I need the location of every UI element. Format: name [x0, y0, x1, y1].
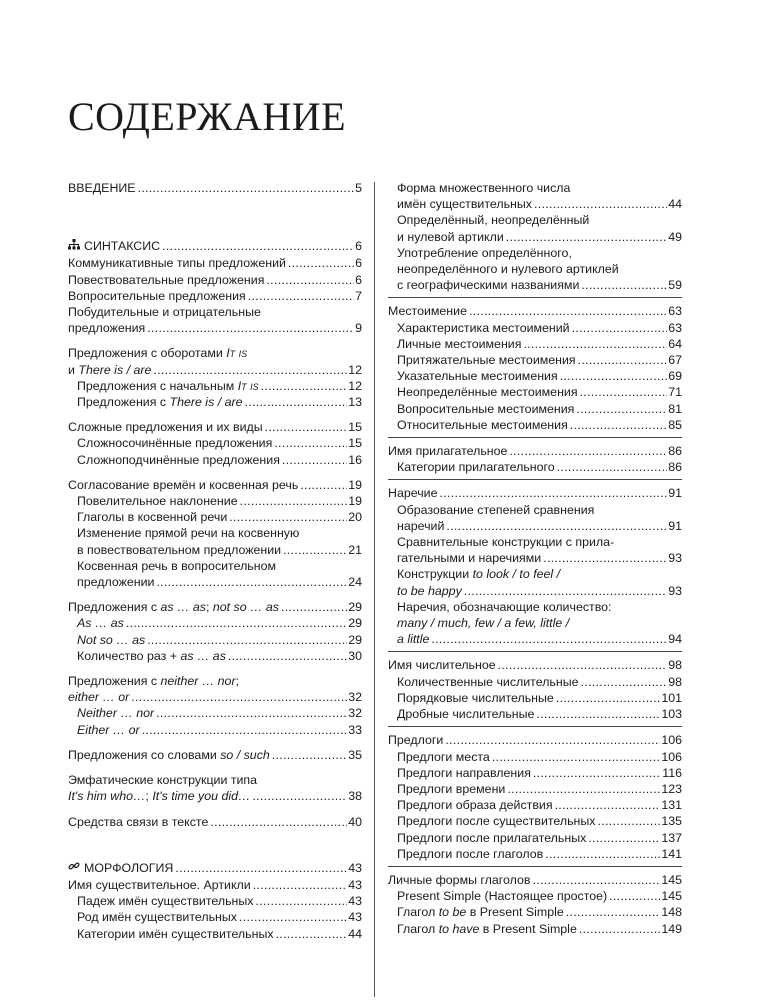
toc-entry[interactable]: Предлоги после глаголов ..... 141 — [388, 846, 682, 862]
toc-entry[interactable]: Количество раз + as … as ..... 30 — [68, 648, 362, 664]
toc-left-column — [68, 180, 362, 942]
toc-entry-line: неопределённого и нулевого артиклей — [397, 262, 619, 277]
toc-entry-line: many / much, few / a few, little / — [397, 616, 570, 631]
toc-entry[interactable]: Наречие ..... 91 — [388, 485, 682, 501]
toc-entry[interactable]: Порядковые числительные ..... 101 — [388, 690, 682, 706]
toc-entry[interactable]: Предложения с There is / are ..... 13 — [68, 394, 362, 410]
toc-entry[interactable]: Вопросительные предложения ..... 7 — [68, 288, 362, 304]
toc-section-neither — [68, 673, 362, 738]
toc-entry[interactable]: Местоимение ..... 63 — [388, 303, 682, 319]
toc-section-cohesion — [68, 814, 362, 830]
toc-entry[interactable]: Either … or ..... 33 — [68, 722, 362, 738]
toc-entry-line: Наречия, обозначающие количество: — [397, 599, 612, 614]
column-divider — [374, 182, 375, 997]
toc-entry[interactable]: Категории прилагательного ..... 86 — [388, 459, 682, 475]
toc-section-so-such — [68, 747, 362, 763]
toc-entry-morphology[interactable]: МОРФОЛОГИЯ ..... 43 — [68, 860, 362, 877]
toc-group-adjective — [388, 443, 682, 480]
toc-entry[interactable]: предложения ..... 9 — [68, 320, 362, 336]
toc-entry[interactable]: Дробные числительные ..... 103 — [388, 706, 682, 722]
toc-entry[interactable]: Род имён существительных ..... 43 — [68, 909, 362, 925]
toc-entry[interactable]: гательными и наречиями ..... 93 — [388, 550, 682, 566]
toc-group-pronoun — [388, 303, 682, 438]
toc-entry[interactable]: Предложения с начальным It is ..... 12 — [68, 378, 362, 394]
toc-entry-line: Косвенная речь в вопросительном — [77, 558, 277, 573]
toc-entry[interactable]: с географическими названиями ..... 59 — [388, 277, 682, 293]
toc-entry[interactable]: Средства связи в тексте ..... 40 — [68, 814, 362, 830]
toc-entry[interactable]: Неопределённые местоимения ..... 71 — [388, 384, 682, 400]
toc-entry[interactable]: Повелительное наклонение ..... 19 — [68, 493, 362, 509]
toc-group-articles — [388, 180, 682, 298]
toc-group-preposition — [388, 732, 682, 867]
toc-entry[interactable]: Предлоги места ..... 106 — [388, 749, 682, 765]
toc-entry[interactable]: As … as ..... 29 — [68, 615, 362, 631]
sitemap-icon — [68, 239, 80, 255]
toc-entry-line: Форма множественного числа — [397, 181, 571, 195]
toc-entry[interactable]: Предлоги направления ..... 116 — [388, 765, 682, 781]
toc-entry[interactable]: to be happy ..... 93 — [388, 583, 682, 599]
toc-entry[interactable]: Предлоги после прилагательных ..... 137 — [388, 830, 682, 846]
toc-entry[interactable]: Категории имён существительных ..... 44 — [68, 926, 362, 942]
toc-entry[interactable]: It's him who…; It's time you did… ..... 38 — [68, 788, 362, 804]
toc-entry-line: Изменение прямой речи на косвенную — [77, 526, 300, 541]
toc-entry[interactable]: Сложные предложения и их виды ..... 15 — [68, 419, 362, 435]
toc-entry[interactable]: Указательные местоимения ..... 69 — [388, 368, 682, 384]
toc-entry[interactable]: имён существительных ..... 44 — [388, 196, 682, 212]
toc-entry[interactable]: Личные местоимения ..... 64 — [388, 336, 682, 352]
toc-entry-line: Предложения с оборотами It is — [68, 346, 248, 361]
toc-section-as-as — [68, 599, 362, 664]
page-title: СОДЕРЖАНИЕ — [68, 94, 347, 139]
toc-entry[interactable]: и There is / are ..... 12 — [68, 362, 362, 378]
toc-entry[interactable]: Падеж имён существительных ..... 43 — [68, 893, 362, 909]
toc-entry[interactable]: Количественные числительные ..... 98 — [388, 674, 682, 690]
toc-entry[interactable]: Имя числительное ..... 98 — [388, 657, 682, 673]
toc-entry[interactable]: a little ..... 94 — [388, 631, 682, 647]
toc-entry[interactable]: Предлоги ..... 106 — [388, 732, 682, 748]
toc-section-morphology — [68, 860, 362, 942]
toc-entry[interactable]: Not so … as ..... 29 — [68, 632, 362, 648]
toc-entry[interactable]: в повествовательном предложении ..... 21 — [68, 542, 362, 558]
toc-entry[interactable]: Предложения со словами so / such ..... 35 — [68, 747, 362, 763]
toc-entry[interactable]: Характеристика местоимений ..... 63 — [388, 320, 682, 336]
toc-entry-line: Употребление определённого, — [397, 245, 572, 260]
toc-group-numeral — [388, 657, 682, 727]
toc-group-verbs — [388, 872, 682, 941]
toc-entry[interactable]: Глагол to have в Present Simple ..... 149 — [388, 921, 682, 937]
toc-entry[interactable]: Сложноподчинённые предложения ..... 16 — [68, 452, 362, 468]
toc-entry[interactable]: Предлоги времени ..... 123 — [388, 781, 682, 797]
link-icon — [68, 860, 80, 877]
toc-entry[interactable]: Повествовательные предложения ..... 6 — [68, 272, 362, 288]
toc-entry[interactable]: Имя существительное. Артикли ..... 43 — [68, 877, 362, 893]
toc-section-emphatic — [68, 772, 362, 804]
toc-entry[interactable]: Present Simple (Настоящее простое) ..... 145 — [388, 888, 682, 904]
toc-entry[interactable]: Глаголы в косвенной речи ..... 20 — [68, 509, 362, 525]
toc-section-complex — [68, 419, 362, 468]
toc-entry[interactable]: Предлоги после существительных ..... 135 — [388, 813, 682, 829]
toc-entry[interactable]: Притяжательные местоимения ..... 67 — [388, 352, 682, 368]
toc-entry[interactable]: Коммуникативные типы предложений ..... 6 — [68, 255, 362, 271]
toc-entry[interactable]: Согласование времён и косвенная речь ..... 19 — [68, 477, 362, 493]
toc-entry[interactable]: Имя прилагательное ..... 86 — [388, 443, 682, 459]
toc-group-adverb — [388, 485, 682, 652]
toc-entry[interactable]: Neither … nor ..... 32 — [68, 705, 362, 721]
toc-entry[interactable]: Глагол to be в Present Simple ..... 148 — [388, 904, 682, 920]
toc-right-column — [388, 180, 682, 946]
toc-entry-line: Образование степеней сравнения — [397, 502, 595, 517]
toc-entry[interactable]: Предлоги образа действия ..... 131 — [388, 797, 682, 813]
toc-entry-intro[interactable]: ВВЕДЕНИЕ ..... 5 — [68, 180, 362, 196]
toc-entry-line: Определённый, неопределённый — [397, 213, 590, 228]
toc-entry[interactable]: и нулевой артикли ..... 49 — [388, 229, 682, 245]
toc-entry[interactable]: наречий ..... 91 — [388, 518, 682, 534]
toc-entry[interactable]: Личные формы глаголов ..... 145 — [388, 872, 682, 888]
toc-entry-line: Предложения с neither … nor; — [68, 674, 240, 689]
toc-entry-line: Эмфатические конструкции типа — [68, 773, 258, 788]
toc-entry[interactable]: Предложения с as … as; not so … as ..... 29 — [68, 599, 362, 615]
toc-entry-syntax[interactable]: СИНТАКСИС ..... 6 — [68, 238, 362, 255]
toc-section-syntax — [68, 238, 362, 336]
toc-section-it-there — [68, 345, 362, 410]
toc-entry-line: Сравнительные конструкции с прила- — [397, 535, 615, 550]
toc-entry-line: Побудительные и отрицательные — [68, 305, 261, 320]
toc-entry[interactable]: Относительные местоимения ..... 85 — [388, 417, 682, 433]
toc-entry-line: Конструкции to look / to feel / — [397, 567, 561, 582]
toc-entry[interactable]: either … or ..... 32 — [68, 689, 362, 705]
toc-entry[interactable]: Вопросительные местоимения ..... 81 — [388, 401, 682, 417]
toc-entry[interactable]: Сложносочинённые предложения ..... 15 — [68, 435, 362, 451]
toc-entry[interactable]: предложении ..... 24 — [68, 574, 362, 590]
toc-section-agreement — [68, 477, 362, 590]
